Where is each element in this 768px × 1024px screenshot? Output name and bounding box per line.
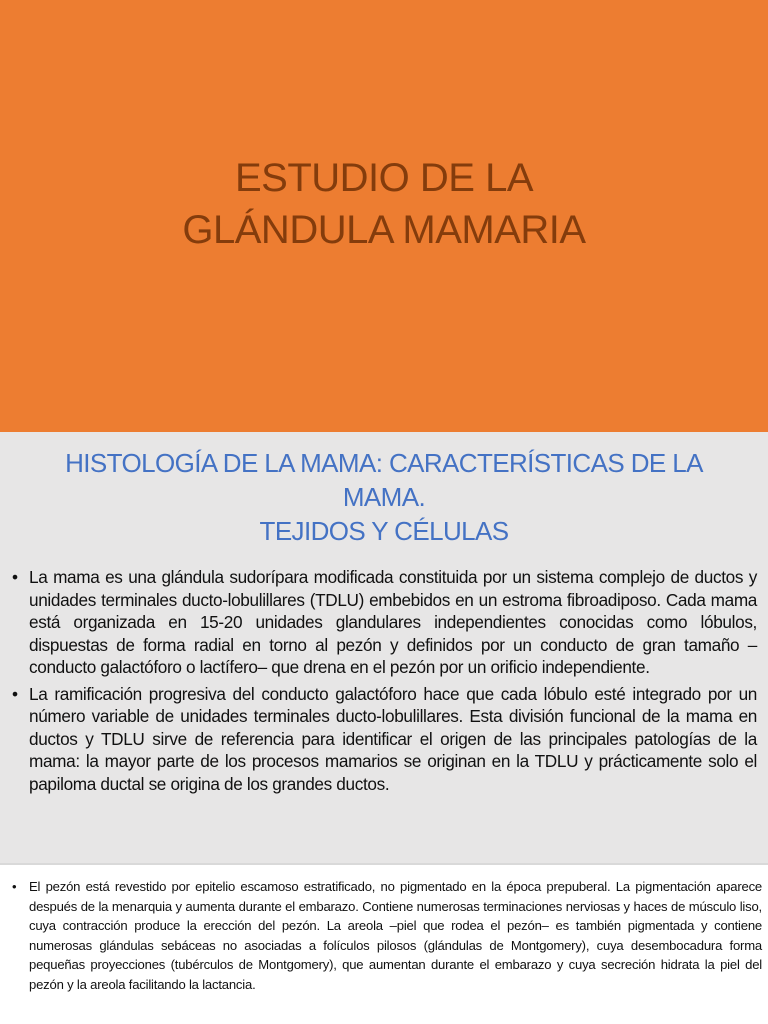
heading-line-1: HISTOLOGÍA DE LA MAMA: CARACTERÍSTICAS DE LA (65, 448, 703, 478)
paragraph-text: El pezón está revestido por epitelio escamoso estratificado, no pigmentado en la época prepuberal. La pigmentación aparece después de la menarquia y aumenta durante el embarazo. Contiene numerosas terminaciones nerviosas y haces de músculo liso, cuya contracción produce la erección del pezón. La areola –piel que rodea el pezón– es también pigmentada y contiene numerosas glándulas sebáceas no asociadas a folículos pilosos (glándulas de Montgomery), cuya desembocadura forma pequeñas proyecciones (tubérculos de Montgomery), que aumentan durante el embarazo y cuya secreción hidrata la piel del pezón y la areola facilitando la lactancia. (29, 879, 762, 992)
bullet-icon: • (12, 683, 18, 704)
title-slide (0, 0, 768, 432)
slide-title (0, 152, 768, 256)
heading-line-3: TEJIDOS Y CÉLULAS (259, 516, 509, 546)
list-item (12, 877, 762, 995)
heading-line-2: MAMA. (342, 482, 426, 512)
histology-bullet-list (12, 566, 757, 799)
title-line-2: GLÁNDULA MAMARIA (182, 208, 586, 252)
histology-slide (0, 432, 768, 864)
list-item (12, 683, 757, 796)
histology-heading (30, 446, 738, 548)
list-item (12, 566, 757, 679)
bullet-icon: • (12, 879, 17, 894)
paragraph-text: La ramificación progresiva del conducto galactóforo hace que cada lóbulo esté integrado por un número variable de unidades terminales ducto-lobulillares. Esta división funcional de la mama en ductos y TDLU sirve de referencia para identificar el origen de las principales patologías de la mama: la mayor parte de los procesos mamarios se originan en la TDLU y prácticamente solo el papiloma ductal se origina de los grandes ductos. (29, 683, 757, 794)
paragraph-text: La mama es una glándula sudorípara modificada constituida por un sistema complejo de ductos y unidades terminales ducto-lobulillares (TDLU) embebidos en un estroma fibroadiposo. Cada mama está organizada en 15-20 unidades glandulares independientes conocidas como lóbulos, dispuestas de forma radial en torno al pezón y definidos por un conducto de gran tamaño –conducto galactóforo o lactífero– que drena en el pezón por un orificio independiente. (29, 567, 757, 677)
title-line-1: ESTUDIO DE LA (234, 156, 533, 200)
bullet-icon: • (12, 567, 18, 587)
nipple-bullet-list (12, 877, 762, 995)
nipple-slide (0, 865, 768, 1024)
